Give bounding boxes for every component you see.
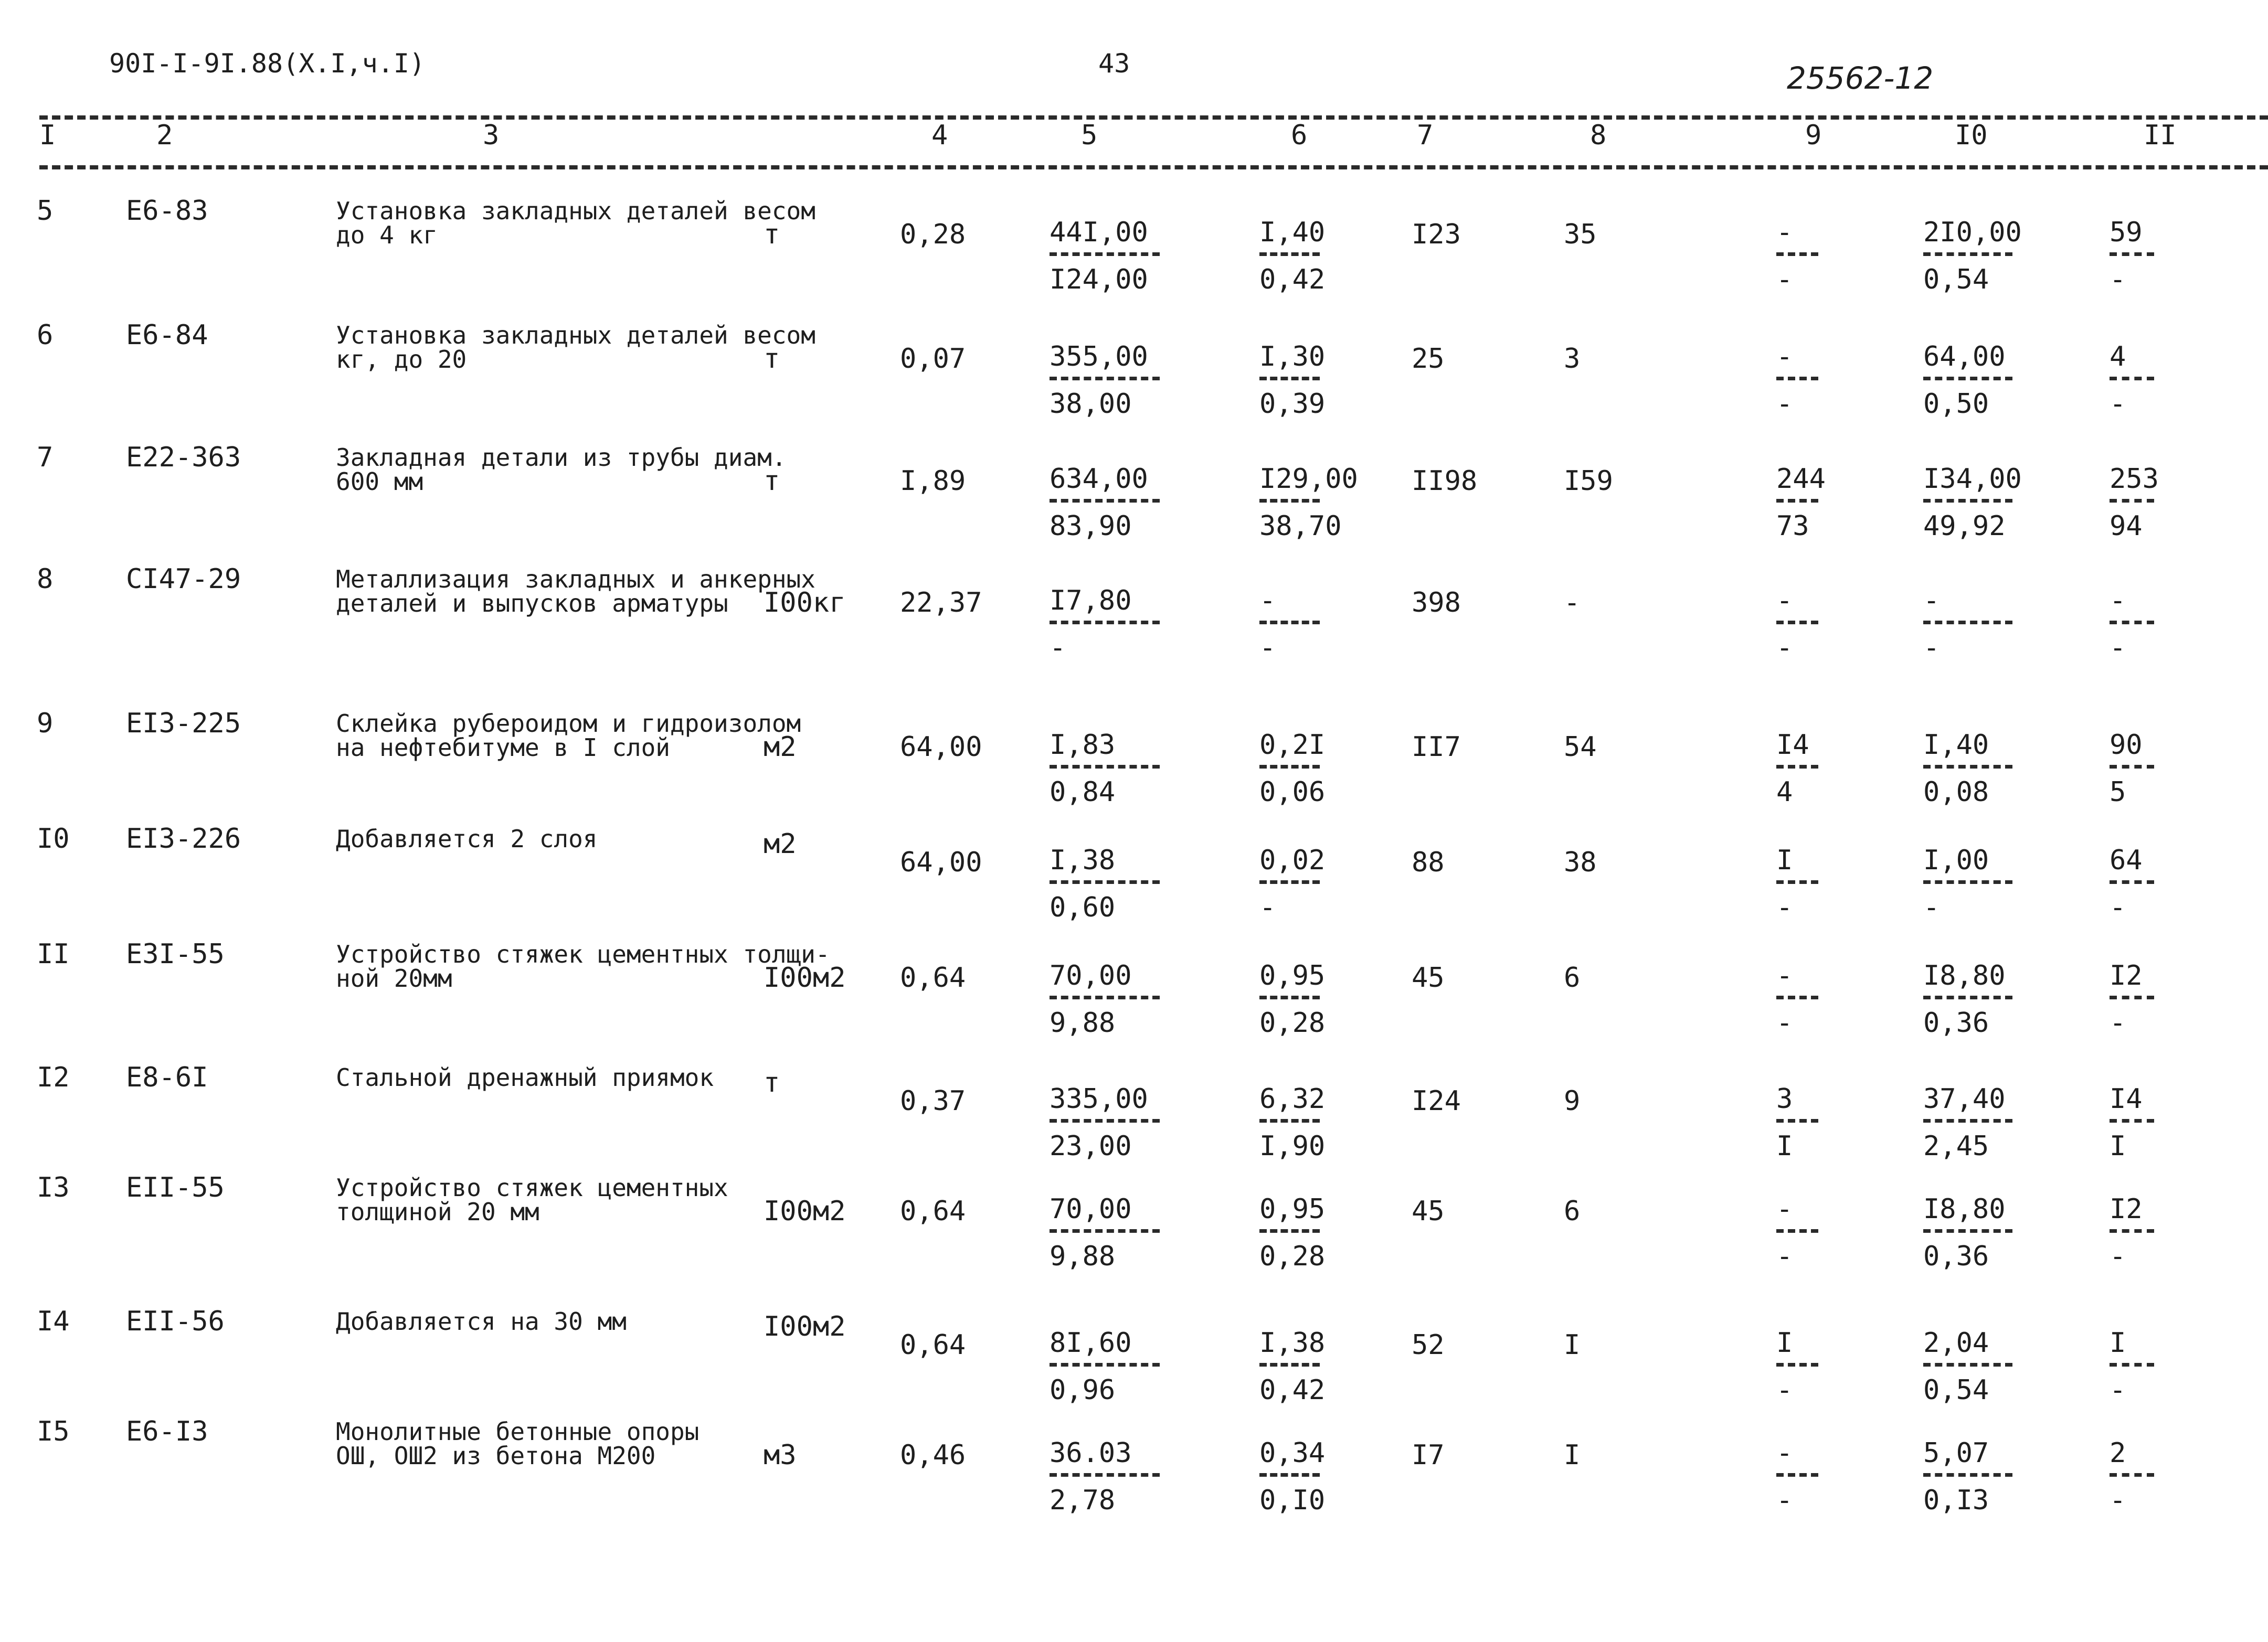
labor-unit-numerator: I,40 — [1923, 729, 1989, 761]
total-cost-direct: 45 — [1412, 962, 1445, 994]
total-cost-direct: 45 — [1412, 1196, 1445, 1227]
unit-cost-total-bar — [1050, 499, 1160, 503]
quantity: 64,00 — [900, 731, 982, 763]
total-cost-wages-denominator: 73 — [1776, 510, 1809, 542]
unit-cost-machines-bar — [1259, 880, 1320, 884]
labor-total-numerator: I4 — [2110, 1083, 2143, 1115]
work-description-line1: Добавляется 2 слоя — [336, 825, 598, 853]
total-cost-direct: 398 — [1412, 587, 1461, 619]
labor-total-denominator: 5 — [2110, 776, 2126, 808]
labor-total-numerator: 253 — [2110, 463, 2159, 495]
labor-total-numerator: 2 — [2110, 1437, 2126, 1469]
rate-code: ЕI3-225 — [126, 708, 241, 739]
unit-cost-total-numerator: 8I,60 — [1050, 1327, 1132, 1359]
unit-cost-total-numerator: 335,00 — [1050, 1083, 1148, 1115]
unit-cost-machines-denominator: 0,42 — [1259, 1374, 1326, 1406]
total-cost-wages-bar — [1776, 621, 1818, 624]
total-cost-materials: I — [1564, 1329, 1581, 1361]
work-description-line1: Устройство стяжек цементных — [336, 1174, 728, 1202]
total-cost-wages-bar — [1776, 765, 1818, 769]
unit-cost-total-bar — [1050, 1119, 1160, 1123]
unit-cost-total-denominator: 0,96 — [1050, 1374, 1116, 1406]
labor-total-bar — [2110, 1229, 2154, 1233]
total-cost-wages-numerator: - — [1776, 1193, 1793, 1225]
column-number: 4 — [931, 120, 948, 151]
work-description-line1: Добавляется на 30 мм — [336, 1307, 627, 1336]
labor-unit-bar — [1923, 621, 2012, 624]
total-cost-wages-denominator: I — [1776, 1131, 1793, 1162]
total-cost-wages-denominator: - — [1776, 1374, 1793, 1406]
quantity: 0,64 — [900, 962, 966, 994]
total-cost-materials: 54 — [1564, 731, 1597, 763]
unit-cost-total-bar — [1050, 765, 1160, 769]
work-description-line1: Металлизация закладных и анкерных — [336, 565, 815, 593]
total-cost-wages-numerator: I — [1776, 845, 1793, 876]
rate-code: ЕI3-226 — [126, 823, 241, 855]
total-cost-materials: 9 — [1564, 1085, 1581, 1117]
unit-cost-total-numerator: I,83 — [1050, 729, 1116, 761]
total-cost-wages-denominator: - — [1776, 892, 1793, 923]
total-cost-wages-bar — [1776, 880, 1818, 884]
unit-cost-machines-denominator: 0,I0 — [1259, 1485, 1326, 1516]
unit-cost-machines-numerator: 0,95 — [1259, 1193, 1326, 1225]
unit-cost-machines-bar — [1259, 252, 1320, 256]
rate-code: ЕII-56 — [126, 1306, 225, 1337]
total-cost-direct: 88 — [1412, 847, 1445, 878]
labor-unit-numerator: 37,40 — [1923, 1083, 2006, 1115]
total-cost-direct: 25 — [1412, 343, 1445, 375]
labor-total-bar — [2110, 621, 2154, 624]
work-description-line1: Склейка рубероидом и гидроизолом — [336, 709, 801, 738]
labor-unit-denominator: 0,36 — [1923, 1007, 1989, 1039]
labor-total-bar — [2110, 499, 2154, 503]
table-row — [0, 939, 2268, 1062]
total-cost-wages-bar — [1776, 499, 1818, 503]
labor-total-bar — [2110, 252, 2154, 256]
total-cost-wages-numerator: - — [1776, 217, 1793, 248]
total-cost-wages-bar — [1776, 1473, 1818, 1477]
unit-cost-total-bar — [1050, 1363, 1160, 1367]
unit-cost-machines-denominator: 0,28 — [1259, 1241, 1326, 1272]
total-cost-wages-denominator: - — [1776, 1007, 1793, 1039]
labor-total-denominator: - — [2110, 264, 2126, 295]
labor-unit-numerator: 5,07 — [1923, 1437, 1989, 1469]
rate-code: ЕII-55 — [126, 1172, 225, 1203]
labor-total-bar — [2110, 880, 2154, 884]
column-number: I — [39, 120, 56, 151]
unit-of-measure: т — [764, 1067, 780, 1099]
unit-cost-total-bar — [1050, 1229, 1160, 1233]
labor-total-bar — [2110, 1473, 2154, 1477]
unit-cost-total-denominator: 9,88 — [1050, 1241, 1116, 1272]
labor-unit-denominator: 2,45 — [1923, 1131, 1989, 1162]
unit-cost-machines-bar — [1259, 1229, 1320, 1233]
unit-of-measure: т — [764, 219, 780, 250]
labor-total-denominator: I — [2110, 1131, 2126, 1162]
total-cost-wages-denominator: - — [1776, 632, 1793, 664]
labor-total-bar — [2110, 1363, 2154, 1367]
total-cost-materials: 38 — [1564, 847, 1597, 878]
unit-cost-machines-denominator: I,90 — [1259, 1131, 1326, 1162]
work-description-line1: Закладная детали из трубы диам. — [336, 443, 787, 472]
row-number: I0 — [37, 823, 70, 855]
unit-cost-total-denominator: - — [1050, 632, 1066, 664]
total-cost-direct: I24 — [1412, 1085, 1461, 1117]
quantity: 22,37 — [900, 587, 982, 619]
unit-cost-total-numerator: 36.03 — [1050, 1437, 1132, 1469]
labor-unit-numerator: 64,00 — [1923, 341, 2006, 372]
total-cost-direct: II7 — [1412, 731, 1461, 763]
quantity: I,89 — [900, 465, 966, 497]
total-cost-wages-numerator: 244 — [1776, 463, 1826, 495]
labor-unit-numerator: I8,80 — [1923, 960, 2006, 991]
unit-cost-machines-numerator: I,38 — [1259, 1327, 1326, 1359]
unit-cost-total-bar — [1050, 880, 1160, 884]
total-cost-wages-denominator: 4 — [1776, 776, 1793, 808]
total-cost-materials: I59 — [1564, 465, 1613, 497]
unit-cost-machines-numerator: 0,34 — [1259, 1437, 1326, 1469]
work-description-line2: деталей и выпусков арматуры — [336, 589, 728, 617]
unit-cost-total-numerator: I,38 — [1050, 845, 1116, 876]
labor-unit-bar — [1923, 377, 2012, 380]
row-number: I3 — [37, 1172, 70, 1203]
quantity: 0,28 — [900, 219, 966, 250]
unit-of-measure: м2 — [764, 731, 797, 763]
row-number: II — [37, 939, 70, 970]
labor-unit-denominator: 0,50 — [1923, 388, 1989, 420]
work-description-line1: Стальной дренажный приямок — [336, 1063, 714, 1092]
unit-cost-machines-bar — [1259, 621, 1320, 624]
total-cost-materials: I — [1564, 1440, 1581, 1471]
unit-cost-machines-numerator: - — [1259, 585, 1276, 616]
unit-cost-total-denominator: 38,00 — [1050, 388, 1132, 420]
labor-total-denominator: - — [2110, 892, 2126, 923]
total-cost-wages-bar — [1776, 252, 1818, 256]
labor-total-bar — [2110, 996, 2154, 999]
unit-cost-total-bar — [1050, 1473, 1160, 1477]
labor-unit-bar — [1923, 499, 2012, 503]
total-cost-wages-bar — [1776, 1119, 1818, 1123]
table-row — [0, 1062, 2268, 1186]
labor-total-numerator: 4 — [2110, 341, 2126, 372]
unit-cost-total-numerator: 634,00 — [1050, 463, 1148, 495]
labor-unit-bar — [1923, 765, 2012, 769]
total-cost-wages-denominator: - — [1776, 264, 1793, 295]
unit-cost-total-numerator: 70,00 — [1050, 960, 1132, 991]
unit-cost-machines-numerator: 0,95 — [1259, 960, 1326, 991]
unit-cost-machines-bar — [1259, 765, 1320, 769]
column-number: 8 — [1590, 120, 1607, 151]
unit-cost-total-denominator: 2,78 — [1050, 1485, 1116, 1516]
labor-unit-bar — [1923, 1473, 2012, 1477]
quantity: 0,37 — [900, 1085, 966, 1117]
labor-unit-numerator: I,00 — [1923, 845, 1989, 876]
work-description-line2: на нефтебитуме в I слой — [336, 733, 670, 762]
unit-cost-total-bar — [1050, 996, 1160, 999]
quantity: 64,00 — [900, 847, 982, 878]
rate-code: Е6-I3 — [126, 1416, 208, 1447]
total-cost-wages-denominator: - — [1776, 1485, 1793, 1516]
labor-unit-bar — [1923, 880, 2012, 884]
rate-code: СI47-29 — [126, 563, 241, 595]
labor-total-denominator: - — [2110, 1241, 2126, 1272]
unit-cost-total-numerator: 355,00 — [1050, 341, 1148, 372]
unit-cost-total-bar — [1050, 252, 1160, 256]
unit-cost-total-denominator: 9,88 — [1050, 1007, 1116, 1039]
total-cost-wages-denominator: - — [1776, 388, 1793, 420]
total-cost-direct: 52 — [1412, 1329, 1445, 1361]
unit-cost-total-denominator: 83,90 — [1050, 510, 1132, 542]
labor-total-denominator: - — [2110, 1374, 2126, 1406]
quantity: 0,07 — [900, 343, 966, 375]
labor-total-denominator: - — [2110, 388, 2126, 420]
labor-unit-bar — [1923, 1229, 2012, 1233]
labor-total-numerator: 59 — [2110, 217, 2143, 248]
labor-total-numerator: I2 — [2110, 1193, 2143, 1225]
total-cost-wages-bar — [1776, 1363, 1818, 1367]
total-cost-wages-bar — [1776, 996, 1818, 999]
unit-cost-machines-denominator: 0,42 — [1259, 264, 1326, 295]
work-description-line1: Установка закладных деталей весом — [336, 197, 815, 225]
labor-unit-bar — [1923, 252, 2012, 256]
unit-cost-total-bar — [1050, 377, 1160, 380]
unit-cost-machines-bar — [1259, 1473, 1320, 1477]
labor-total-numerator: I2 — [2110, 960, 2143, 991]
unit-cost-total-denominator: 0,60 — [1050, 892, 1116, 923]
work-description-line1: Монолитные бетонные опоры — [336, 1417, 700, 1446]
row-number: 5 — [37, 195, 54, 227]
row-number: 9 — [37, 708, 54, 739]
total-cost-wages-numerator: - — [1776, 1437, 1793, 1469]
column-number: 3 — [483, 120, 500, 151]
total-cost-wages-bar — [1776, 377, 1818, 380]
unit-cost-machines-numerator: 0,02 — [1259, 845, 1326, 876]
unit-cost-total-denominator: I24,00 — [1050, 264, 1148, 295]
quantity: 0,64 — [900, 1196, 966, 1227]
unit-cost-machines-denominator: 0,06 — [1259, 776, 1326, 808]
unit-cost-total-denominator: 0,84 — [1050, 776, 1116, 808]
unit-cost-machines-numerator: I,40 — [1259, 217, 1326, 248]
labor-unit-bar — [1923, 996, 2012, 999]
column-number: 6 — [1291, 120, 1308, 151]
total-cost-wages-denominator: - — [1776, 1241, 1793, 1272]
labor-unit-denominator: 49,92 — [1923, 510, 2006, 542]
unit-of-measure: I00м2 — [764, 1196, 846, 1227]
table-row — [0, 708, 2268, 831]
labor-total-numerator: - — [2110, 585, 2126, 616]
work-description-line2: до 4 кг — [336, 221, 438, 249]
labor-unit-bar — [1923, 1119, 2012, 1123]
unit-cost-total-denominator: 23,00 — [1050, 1131, 1132, 1162]
unit-cost-machines-bar — [1259, 499, 1320, 503]
rate-code: Е6-84 — [126, 319, 208, 351]
unit-of-measure: I00м2 — [764, 1311, 846, 1342]
row-number: I2 — [37, 1062, 70, 1093]
total-cost-direct: II98 — [1412, 465, 1478, 497]
table-row — [0, 195, 2268, 319]
table-row — [0, 1416, 2268, 1540]
column-number: I0 — [1955, 120, 1988, 151]
table-row — [0, 823, 2268, 947]
labor-unit-denominator: - — [1923, 892, 1940, 923]
page-number: 43 — [1098, 48, 1130, 79]
row-number: 8 — [37, 563, 54, 595]
unit-of-measure: м2 — [764, 828, 797, 860]
labor-unit-denominator: 0,08 — [1923, 776, 1989, 808]
row-number: 6 — [37, 319, 54, 351]
labor-unit-numerator: I8,80 — [1923, 1193, 2006, 1225]
total-cost-materials: 6 — [1564, 1196, 1581, 1227]
table-row — [0, 442, 2268, 566]
total-cost-wages-numerator: - — [1776, 960, 1793, 991]
unit-cost-total-numerator: 70,00 — [1050, 1193, 1132, 1225]
total-cost-direct: I23 — [1412, 219, 1461, 250]
quantity: 0,64 — [900, 1329, 966, 1361]
total-cost-wages-bar — [1776, 1229, 1818, 1233]
labor-total-denominator: - — [2110, 632, 2126, 664]
quantity: 0,46 — [900, 1440, 966, 1471]
table-row — [0, 563, 2268, 687]
total-cost-wages-numerator: - — [1776, 341, 1793, 372]
header-rule-bottom — [39, 165, 2268, 169]
labor-unit-numerator: - — [1923, 585, 1940, 616]
labor-unit-denominator: 0,I3 — [1923, 1485, 1989, 1516]
unit-cost-machines-numerator: 6,32 — [1259, 1083, 1326, 1115]
labor-unit-denominator: - — [1923, 632, 1940, 664]
total-cost-wages-numerator: - — [1776, 585, 1793, 616]
total-cost-wages-numerator: I — [1776, 1327, 1793, 1359]
work-description-line2: кг, до 20 — [336, 345, 467, 374]
unit-cost-total-bar — [1050, 621, 1160, 624]
total-cost-materials: 6 — [1564, 962, 1581, 994]
column-number: 7 — [1417, 120, 1434, 151]
unit-cost-machines-bar — [1259, 1363, 1320, 1367]
labor-unit-denominator: 0,54 — [1923, 264, 1989, 295]
work-description-line2: ной 20мм — [336, 964, 452, 993]
unit-of-measure: т — [764, 343, 780, 375]
work-description-line2: толщиной 20 мм — [336, 1198, 539, 1226]
unit-of-measure: м3 — [764, 1440, 797, 1471]
labor-total-numerator: 90 — [2110, 729, 2143, 761]
work-description-line2: ОШ, ОШ2 из бетона М200 — [336, 1442, 656, 1470]
table-row — [0, 1306, 2268, 1430]
unit-cost-machines-numerator: I,30 — [1259, 341, 1326, 372]
labor-unit-numerator: 2,04 — [1923, 1327, 1989, 1359]
row-number: 7 — [37, 442, 54, 473]
unit-cost-total-numerator: 44I,00 — [1050, 217, 1148, 248]
labor-total-numerator: I — [2110, 1327, 2126, 1359]
column-number: 5 — [1081, 120, 1098, 151]
unit-cost-machines-numerator: I29,00 — [1259, 463, 1358, 495]
labor-total-denominator: - — [2110, 1007, 2126, 1039]
table-row — [0, 1172, 2268, 1296]
rate-code: Е3I-55 — [126, 939, 225, 970]
row-number: I4 — [37, 1306, 70, 1337]
unit-of-measure: т — [764, 465, 780, 497]
rate-code: Е8-6I — [126, 1062, 208, 1093]
work-description-line2: 600 мм — [336, 467, 423, 496]
column-number: 9 — [1805, 120, 1822, 151]
labor-total-denominator: 94 — [2110, 510, 2143, 542]
unit-cost-machines-denominator: 0,28 — [1259, 1007, 1326, 1039]
labor-total-numerator: 64 — [2110, 845, 2143, 876]
unit-cost-machines-bar — [1259, 1119, 1320, 1123]
header-rule-top — [39, 115, 2268, 120]
unit-cost-machines-numerator: 0,2I — [1259, 729, 1326, 761]
labor-total-bar — [2110, 765, 2154, 769]
total-cost-wages-numerator: I4 — [1776, 729, 1809, 761]
unit-cost-machines-denominator: - — [1259, 632, 1276, 664]
column-number: II — [2144, 120, 2177, 151]
column-number: 2 — [156, 120, 173, 151]
unit-of-measure: I00м2 — [764, 962, 846, 994]
unit-of-measure: I00кг — [764, 587, 846, 619]
labor-unit-bar — [1923, 1363, 2012, 1367]
labor-unit-denominator: 0,54 — [1923, 1374, 1989, 1406]
labor-total-bar — [2110, 1119, 2154, 1123]
unit-cost-total-numerator: I7,80 — [1050, 585, 1132, 616]
handwritten-reference: 25562-12 — [1787, 60, 1934, 96]
work-description-line1: Устройство стяжек цементных толщи- — [336, 940, 830, 968]
row-number: I5 — [37, 1416, 70, 1447]
unit-cost-machines-bar — [1259, 377, 1320, 380]
table-row — [0, 319, 2268, 443]
document-code: 90I-I-9I.88(X.I,ч.I) — [109, 48, 426, 79]
unit-cost-machines-denominator: - — [1259, 892, 1276, 923]
total-cost-direct: I7 — [1412, 1440, 1445, 1471]
unit-cost-machines-bar — [1259, 996, 1320, 999]
total-cost-materials: - — [1564, 587, 1581, 619]
total-cost-materials: 35 — [1564, 219, 1597, 250]
total-cost-wages-numerator: 3 — [1776, 1083, 1793, 1115]
total-cost-materials: 3 — [1564, 343, 1581, 375]
unit-cost-machines-denominator: 0,39 — [1259, 388, 1326, 420]
unit-cost-machines-denominator: 38,70 — [1259, 510, 1342, 542]
rate-code: Е6-83 — [126, 195, 208, 227]
labor-total-denominator: - — [2110, 1485, 2126, 1516]
rate-code: Е22-363 — [126, 442, 241, 473]
labor-total-bar — [2110, 377, 2154, 380]
labor-unit-denominator: 0,36 — [1923, 1241, 1989, 1272]
work-description-line1: Установка закладных деталей весом — [336, 321, 815, 349]
labor-unit-numerator: 2I0,00 — [1923, 217, 2022, 248]
labor-unit-numerator: I34,00 — [1923, 463, 2022, 495]
